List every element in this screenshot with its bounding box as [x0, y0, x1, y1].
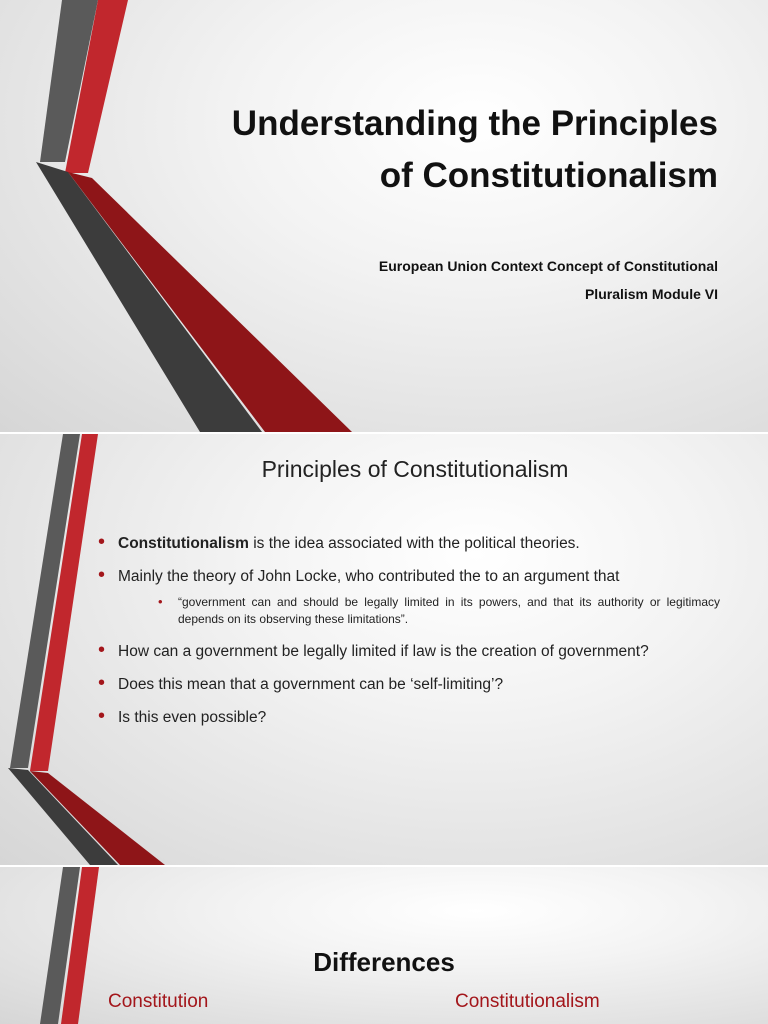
slide-title: Understanding the Principles of Constitutionalism [231, 104, 718, 195]
list-item [98, 532, 720, 555]
bullet-list [98, 532, 720, 739]
bullet-text: is the idea associated with the political theories. [248, 535, 580, 552]
bullet-icon: • [98, 564, 106, 586]
title-slide [0, 0, 768, 432]
list-item [98, 673, 720, 696]
content-slide [0, 434, 768, 865]
bold-term: Constitutionalism [118, 535, 249, 552]
quote-text: “government can and should be legally limited in its powers, and that its authority or legitimacy depends on its observing these limitations”. [178, 595, 720, 626]
differences-slide [0, 867, 768, 1024]
bullet-icon: • [98, 531, 106, 553]
bullet-text: How can a government be legally limited if law is the creation of government? [118, 643, 649, 660]
sub-list-item [98, 594, 720, 628]
bullet-icon: • [158, 594, 163, 609]
subtitle-line-1: European Union Context Concept of Constitutional [378, 258, 718, 274]
slide-subtitle [198, 252, 718, 308]
bullet-icon: • [98, 705, 106, 727]
list-item [98, 565, 720, 588]
bullet-icon: • [98, 672, 106, 694]
slide-title: Differences [313, 947, 455, 977]
subtitle-line-2: Pluralism Module VI [584, 286, 718, 302]
column-heading-constitution: Constitution [108, 991, 209, 1012]
bullet-icon: • [98, 639, 106, 661]
bullet-text: Is this even possible? [118, 709, 267, 726]
list-item [98, 640, 720, 663]
decorative-stripes [0, 0, 768, 432]
bullet-text: Mainly the theory of John Locke, who contributed the to an argument that [118, 568, 620, 585]
slide-title: Principles of Constitutionalism [261, 456, 569, 482]
list-item [98, 706, 720, 729]
column-heading-constitutionalism: Constitutionalism [455, 991, 600, 1012]
bullet-text: Does this mean that a government can be ‘self-limiting’? [118, 676, 504, 693]
